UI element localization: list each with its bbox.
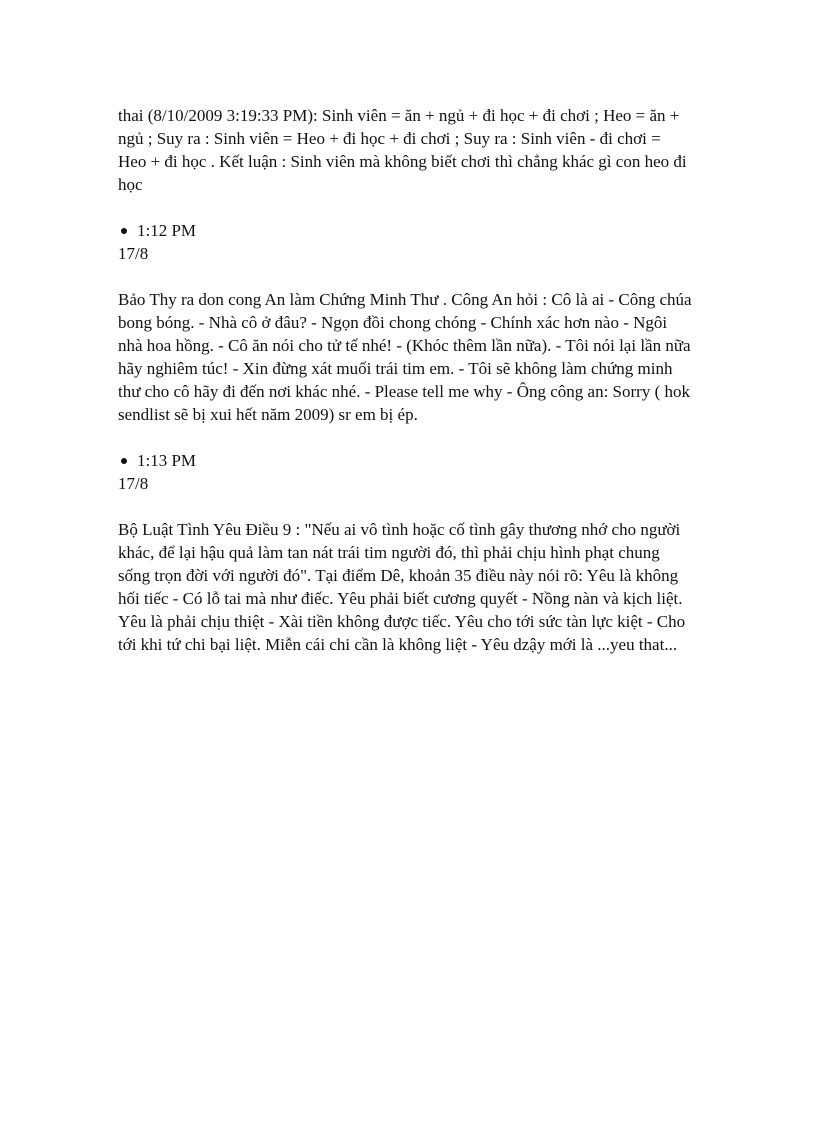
post-2-date: 17/8 — [118, 244, 149, 263]
bullet-icon — [121, 458, 127, 464]
spacer — [118, 495, 693, 518]
post-3-time: 1:13 PM — [137, 451, 197, 470]
post-3-time-line — [118, 449, 693, 472]
spacer — [118, 265, 693, 288]
spacer — [118, 426, 693, 449]
post-2-text: Bảo Thy ra don cong An làm Chứng Minh Thư . Công An hỏi : Cô là ai - Công chúa bong bóng. - Nhà cô ở đâu? - Ngọn đồi chong chóng - Chính xác hơn nào - Ngôi nhà hoa hồng. - Cô ăn nói cho tử tế nhé! - (Khóc thêm lần nữa). - Tôi nói lại lần nữa hãy nghiêm túc! - Xin đừng xát muối trái tim em. - Tôi sẽ không làm chứng minh thư cho cô hãy đi đến nơi khác nhé. - Please tell me why - Ông công an: Sorry ( hok sendlist sẽ bị xui hết năm 2009) sr em bị ép. — [118, 290, 692, 424]
bullet-icon — [121, 228, 127, 234]
document-page — [118, 104, 693, 656]
post-2-time: 1:12 PM — [137, 221, 197, 240]
post-1-text: thai (8/10/2009 3:19:33 PM): Sinh viên = ăn + ngủ + đi học + đi chơi ; Heo = ăn + ngủ ; Suy ra : Sinh viên = Heo + đi học + đi chơi ; Suy ra : Sinh viên - đi chơi = Heo + đi học . Kết luận : Sinh viên mà không biết chơi thì chẳng khác gì con heo đi học — [118, 106, 687, 194]
post-2-time-line — [118, 219, 693, 242]
post-3-text: Bộ Luật Tình Yêu Điều 9 : "Nếu ai vô tình hoặc cố tình gây thương nhớ cho người khác, để lại hậu quả làm tan nát trái tim người đó, thì phải chịu hình phạt chung sống trọn đời với người đó". Tại điểm Dê, khoản 35 điều này nói rõ: Yêu là không hối tiếc - Có lỗ tai mà như điếc. Yêu phải biết cương quyết - Nồng nàn và kịch liệt. Yêu là phải chịu thiệt - Xài tiền không được tiếc. Yêu cho tới sức tàn lực kiệt - Cho tới khi tứ chi bại liệt. Miễn cái chi cần là không liệt - Yêu dzậy mới là ...yeu that... — [118, 520, 686, 654]
post-3-date: 17/8 — [118, 474, 149, 493]
spacer — [118, 196, 693, 219]
